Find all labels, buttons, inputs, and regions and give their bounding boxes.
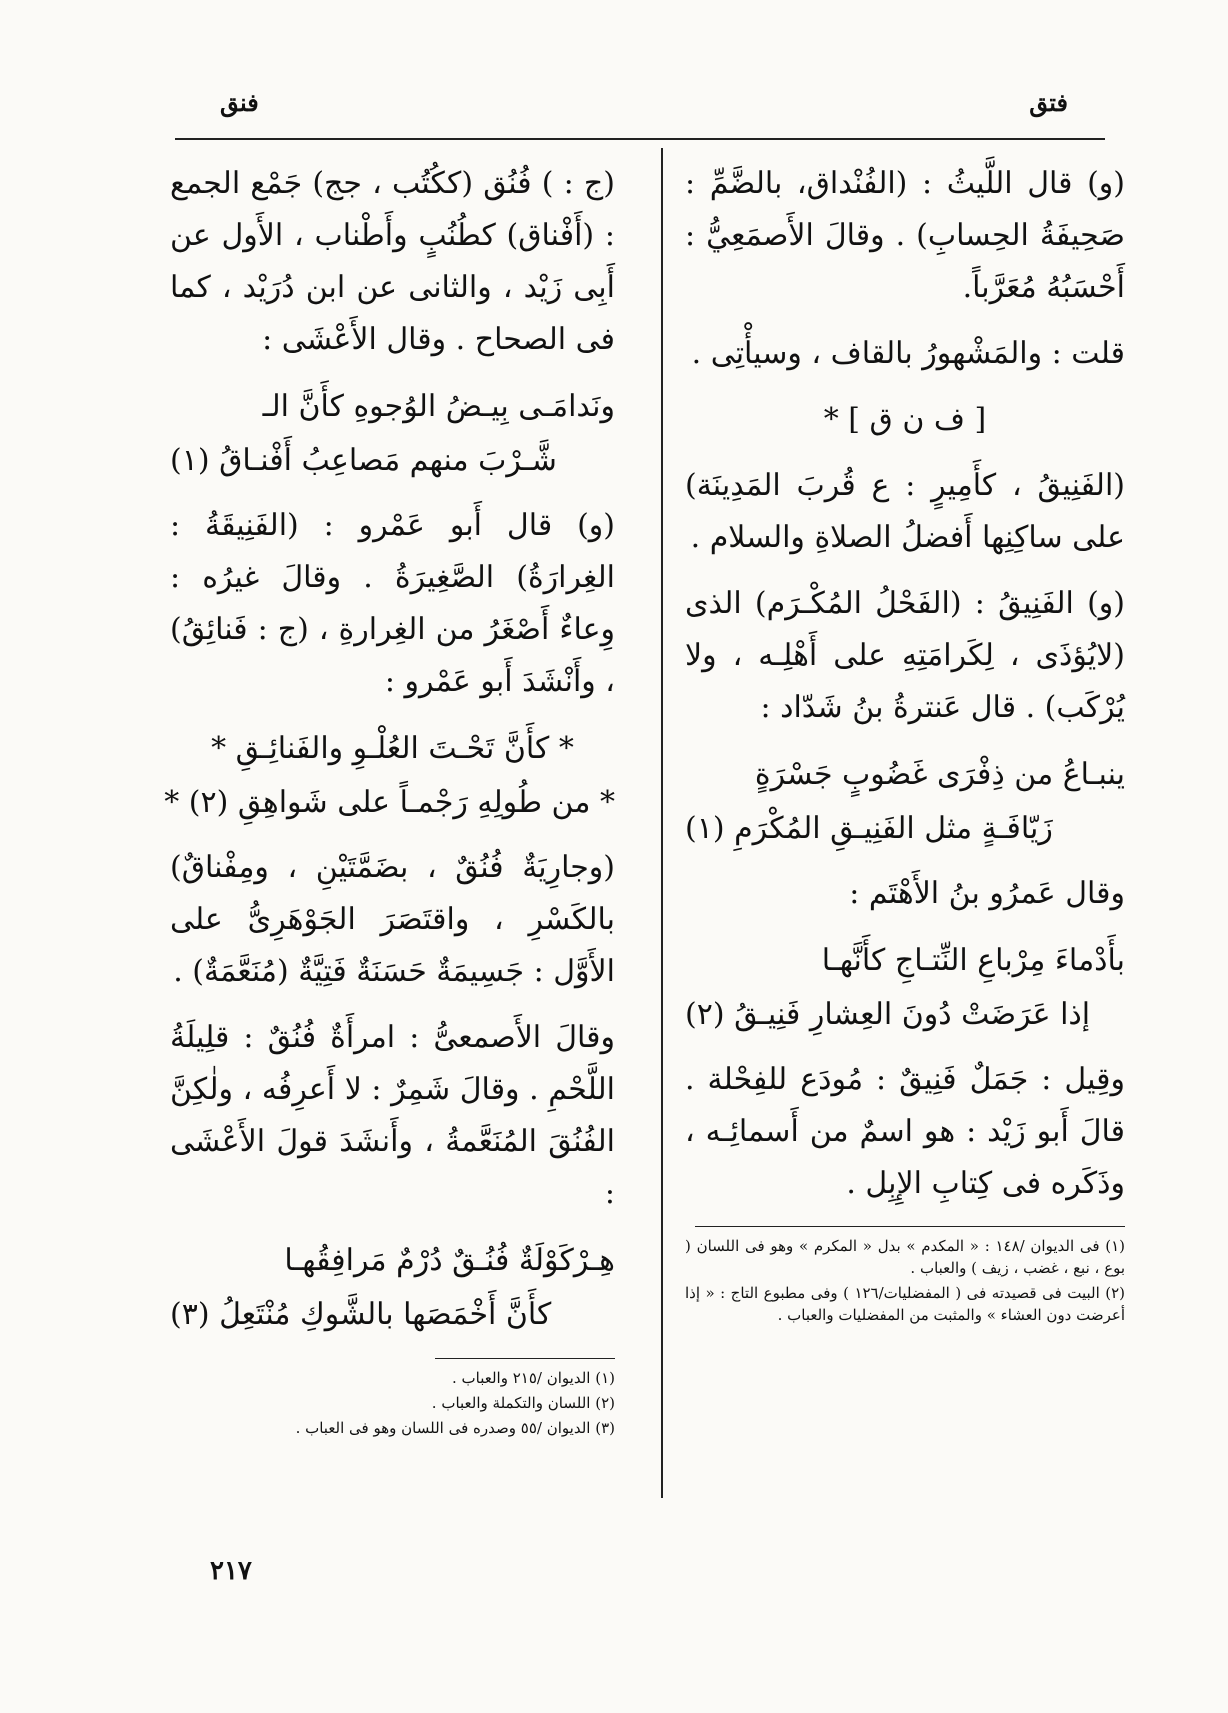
verse-line: شَّـرْبَ منهم مَصاعِبُ أَفْنـاقُ (١): [170, 443, 557, 478]
running-header-right: فتق: [1029, 88, 1068, 117]
paragraph: وقال عَمرُو بنُ الأَهْتَم :: [849, 876, 1125, 911]
left-column: [164, 158, 615, 1442]
verse-line: * كأَنَّ تَحْـتَ العُلْـوِ والفَنائِـقِ *: [211, 731, 574, 766]
paragraph: وقِيل : جَمَلٌ فَنِيقٌ : مُودَع للفِحْلة . قالَ أَبو زَيْد : هو اسمٌ من أَسمائِـه ، وذَكَره فى كِتابِ الإِبِل .: [685, 1062, 1125, 1201]
verse-line: بأَدْماءَ مِرْباعِ النِّتـاجِ كأَنَّهـا: [821, 943, 1125, 978]
right-column: [685, 158, 1125, 1329]
paragraph: (و) قال اللَّيثُ : (الفُنْداق، بالضَّمِّ : صَحِيفَةُ الحِسابِ) . وقالَ الأَصمَعِيُّ : أَحْسَبُهُ مُعَرَّباً.: [685, 166, 1125, 305]
verse-line: ينبـاعُ من ذِفْرَى غَضُوبٍ جَسْرَةٍ: [754, 757, 1125, 792]
paragraph: وقالَ الأَصمعىُّ : امرأَةٌ فُنُقٌ : قلِيلَةُ اللَّحْمِ . وقالَ شَمِرٌ : لا أَعرِفُه ، ولٰكِنَّ الفُنُقَ المُنَعَّمةُ ، وأَنشَدَ قولَ الأَعْشَى :: [170, 1020, 615, 1211]
paragraph: (الفَنِيقُ ، كأَمِيرٍ : ع قُربَ المَدِينَة) على ساكِنِها أَفضلُ الصلاةِ والسلام .: [685, 468, 1125, 555]
verse: [170, 380, 615, 488]
entry-heading: [ ف ن ق ] *: [823, 402, 987, 437]
footnote: (١) الديوان /٢١٥ والعباب .: [451, 1369, 615, 1387]
footnote: (٣) الديوان /٥٥ وصدره فى اللسان وهو فى العباب .: [295, 1419, 615, 1437]
verse-line: ونَدامَـى بِيـضُ الوُجوهِ كأَنَّ الـ: [262, 389, 615, 424]
verse-line: إذا عَرَضَتْ دُونَ العِشارِ فَنِيـقُ (٢): [685, 997, 1091, 1032]
page-number: ٢١٧: [210, 1556, 252, 1586]
verse: [170, 1234, 615, 1342]
verse: [685, 934, 1125, 1042]
verse: [164, 722, 615, 830]
running-header-left: فنق: [220, 88, 259, 117]
header-rule: [175, 138, 1105, 140]
footnote-rule: [695, 1226, 1125, 1227]
column-divider: [661, 148, 663, 1498]
paragraph: (ج : ) فُنُق (ككُتُب ، جج) جَمْع الجمع : (أَفْناق) كطُنُبٍ وأَطْناب ، الأَول عن أَبِى زَيْد ، والثانى عن ابن دُرَيْد ، كما فى الصحاح . وقال الأَعْشَى :: [170, 166, 615, 357]
paragraph: (وجارِيَةٌ فُنُقٌ ، بضَمَّتَيْنِ ، ومِفْناقٌ) بالكَسْرِ ، واقتَصَرَ الجَوْهَرِىُّ على الأَوَّل : جَسِيمَةٌ حَسَنَةٌ فَتِيَّةٌ (مُنَعَّمَةٌ) .: [170, 850, 615, 989]
footnote-rule: [435, 1358, 615, 1359]
verse-line: كأَنَّ أَخْمَصَها بالشَّوكِ مُنْتَعِلُ (٣): [170, 1297, 552, 1332]
paragraph: (و) قال أَبو عَمْرو : (الفَنِيقَةُ : الغِرارَةُ) الصَّغِيرَةُ . وقالَ غيرُه : وِعاءٌ أَصْغَرُ من الغِرارةِ ، (ج : فَنائِقُ) ، وأَنْشَدَ أَبو عَمْرو :: [170, 508, 615, 699]
footnote: (٢) اللسان والتكملة والعباب .: [431, 1394, 615, 1412]
verse-line: * من طُولِهِ رَجْمـاً على شَواهِقِ (٢) *: [164, 785, 615, 820]
verse-line: هِـرْكَوْلَةٌ فُنُـقٌ دُرْمٌ مَرافِقُهـا: [284, 1243, 615, 1278]
verse-line: زَيّافَـةٍ مثل الفَنِيـقِ المُكْرَمِ (١): [685, 811, 1053, 846]
footnote: (٢) البيت فى قصيدته فى ( المفضليات/١٢٦ ) وفى مطبوع التاج : « إذا أعرضت دون العشاء » والمثبت من المفضليات والعباب .: [685, 1284, 1125, 1324]
paragraph: (و) الفَنِيقُ : (الفَحْلُ المُكْـرَم) الذى (لايُؤذَى ، لِكَرامَتِهِ على أَهْلِـه ، ولا يُرْكَب) . قال عَنترةُ بنُ شَدّاد :: [685, 586, 1125, 725]
footnote: (١) فى الديوان /١٤٨ : « المكدم » بدل « المكرم » وهو فى اللسان ( بوع ، نبع ، غضب ، زيف ) والعباب .: [685, 1237, 1125, 1277]
verse: [685, 748, 1125, 856]
paragraph: قلت : والمَشْهورُ بالقاف ، وسيأْتِى .: [691, 336, 1125, 371]
